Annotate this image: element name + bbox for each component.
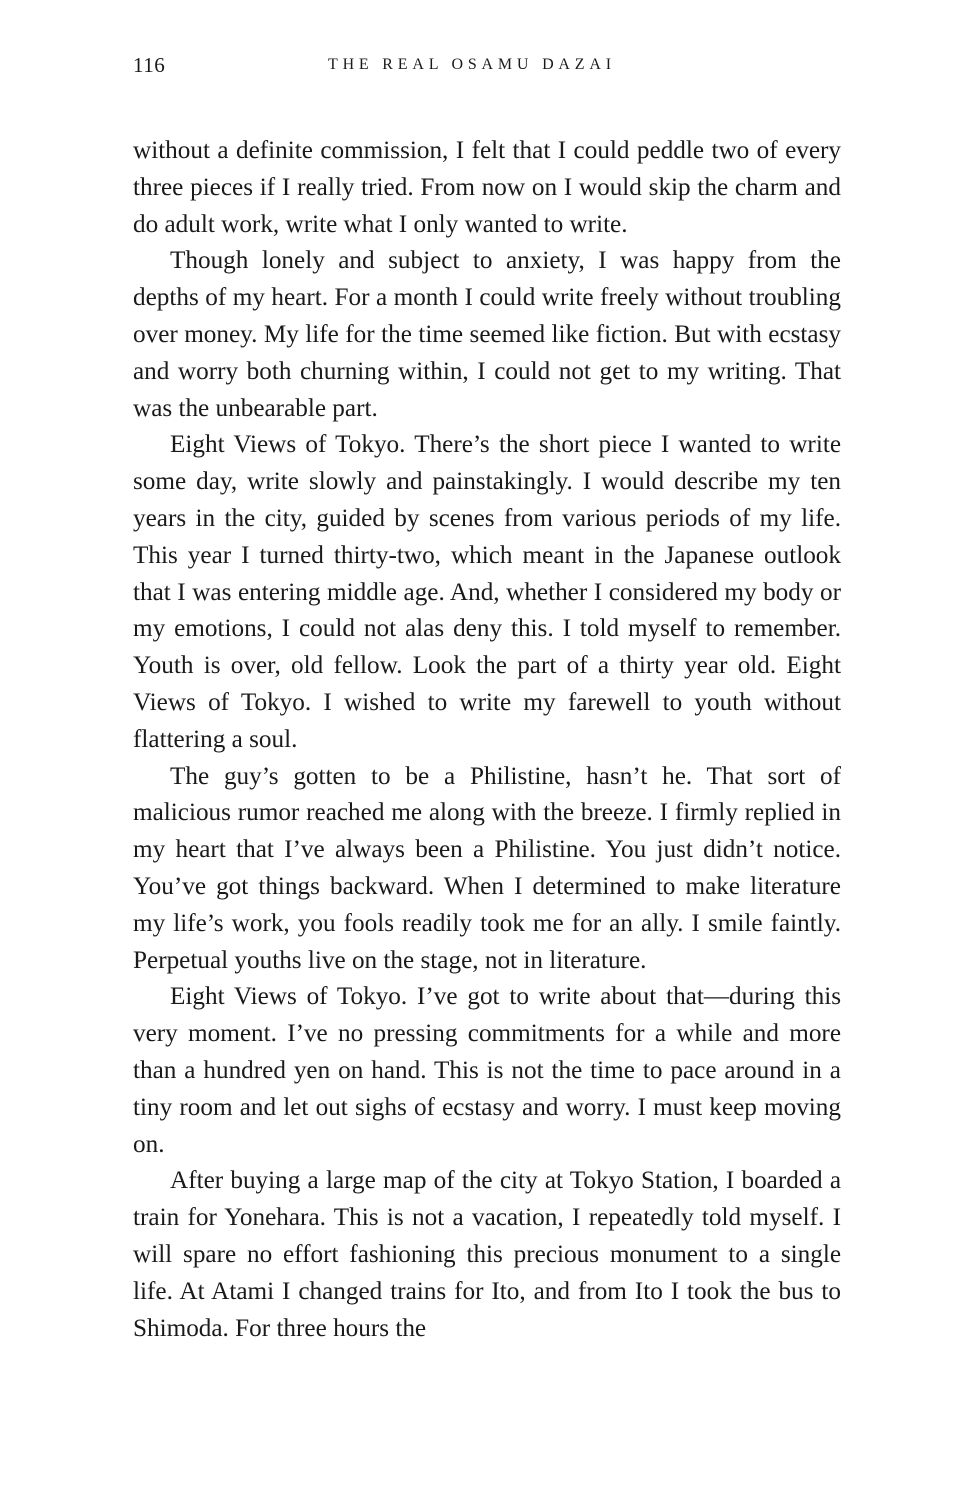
paragraph: After buying a large map of the city at Tokyo Station, I boarded a train for Yonehara. This is not a vacation, I repeatedly told myself. I will spare no effort fashioning this precious monument to a single life. At Atami I changed trains for Ito, and from Ito I took the bus to Shimoda. For three hours the — [133, 1167, 841, 1342]
paragraph-continuation: without a definite commission, I felt that I could peddle two of every three pieces if I really tried. From now on I would skip the charm and do adult work, write what I only wanted to write. — [133, 137, 841, 238]
paragraph: Though lonely and subject to anxiety, I was happy from the depths of my heart. For a month I could write freely without troubling over money. My life for the time seemed like fiction. But with ecstasy and worry both churning within, I could not get to my writing. That was the unbearable part. — [133, 247, 841, 422]
paragraph: Eight Views of Tokyo. I’ve got to write about that—during this very moment. I’ve no pressing commitments for a while and more than a hundred yen on hand. This is not the time to pace around in a tiny room and let out sighs of ecstasy and worry. I must keep moving on. — [133, 983, 841, 1158]
page-number: 116 — [133, 53, 166, 77]
running-title: THE REAL OSAMU DAZAI — [328, 56, 616, 73]
paragraph: Eight Views of Tokyo. There’s the short piece I wanted to write some day, write slowly and painstakingly. I would describe my ten years in the city, guided by scenes from various periods of my life. This year I turned thirty-two, which meant in the Japanese outlook that I was entering middle age. And, whether I considered my body or my emotions, I could not alas deny this. I told myself to remember. Youth is over, old fellow. Look the part of a thirty year old. Eight Views of Tokyo. I wished to write my farewell to youth without flattering a soul. — [133, 431, 841, 753]
body-text — [133, 133, 841, 1347]
paragraph: The guy’s gotten to be a Philistine, hasn’t he. That sort of malicious rumor reached me along with the breeze. I firmly replied in my heart that I’ve always been a Philistine. You just didn’t notice. You’ve got things backward. When I determined to make literature my life’s work, you fools readily took me for an ally. I smile faintly. Perpetual youths live on the stage, not in literature. — [133, 762, 841, 974]
running-head — [133, 50, 841, 80]
